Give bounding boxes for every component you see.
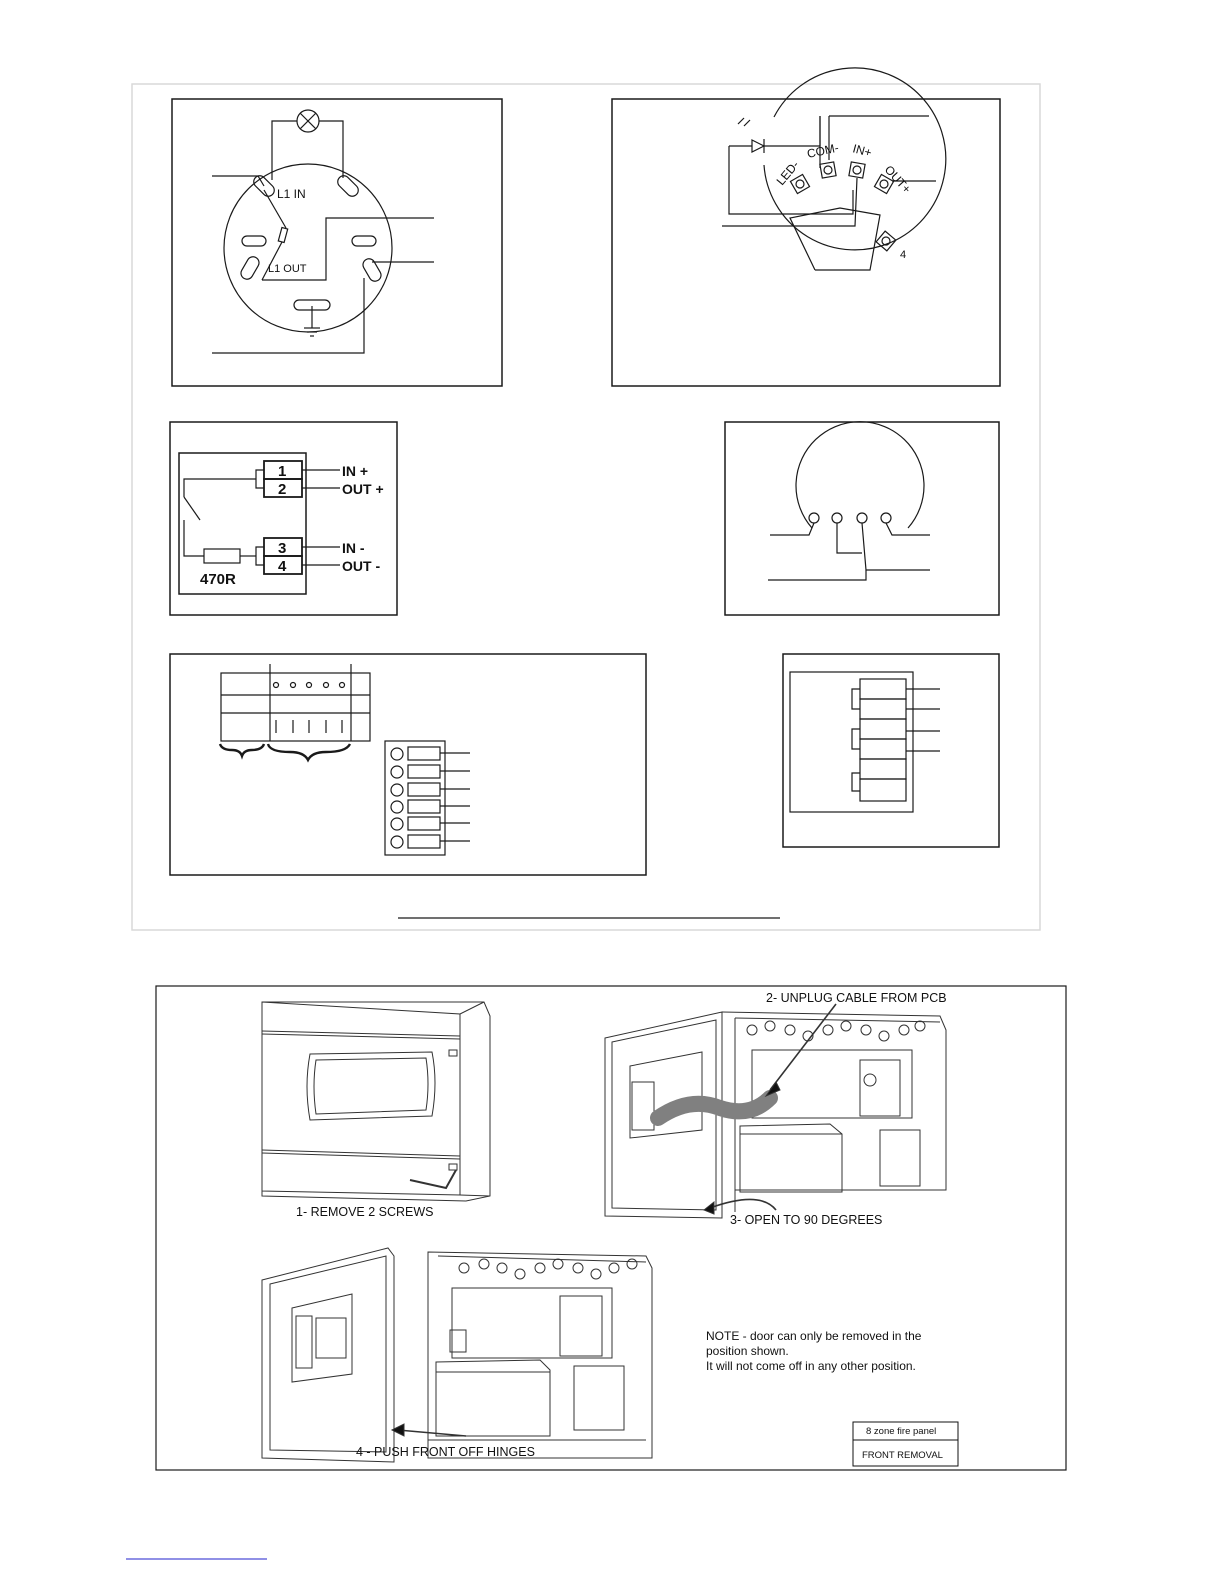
ribbon-cable	[658, 1098, 770, 1118]
note-line-1: NOTE - door can only be removed in the	[706, 1329, 922, 1343]
terminal-2-number: 2	[278, 481, 287, 498]
led-base-diagram	[612, 68, 1000, 386]
step-2-label: 2- UNPLUG CABLE FROM PCB	[766, 991, 947, 1005]
led-minus-label: LED-	[773, 157, 802, 188]
screw	[449, 1164, 457, 1170]
out-plus-label: OUT+	[881, 162, 914, 197]
l1-in-label: L1 IN	[277, 187, 306, 201]
resistor-label: 470R	[200, 571, 236, 588]
step-1-label: 1- REMOVE 2 SCREWS	[296, 1205, 434, 1219]
brace-right	[268, 744, 350, 760]
title-block-title: 8 zone fire panel	[866, 1426, 937, 1437]
terminal-3-number: 3	[278, 540, 287, 557]
module-terminal-diagram	[170, 654, 646, 875]
com-minus-label: COM-	[805, 140, 840, 161]
wiring-diagrams-section	[132, 68, 1040, 930]
terminal-4-label: 4	[900, 249, 907, 261]
in-plus-label: IN+	[851, 141, 874, 160]
door-removed-drawing	[262, 1248, 652, 1462]
out-plus-terminal-label: OUT +	[342, 481, 384, 497]
title-block-subtitle: FRONT REMOVAL	[862, 1450, 943, 1461]
detector-base-diagram	[172, 99, 502, 386]
step-3-label: 3- OPEN TO 90 DEGREES	[730, 1213, 883, 1227]
note-line-2: position shown.	[706, 1344, 789, 1358]
closed-panel-drawing	[262, 1002, 490, 1201]
led-terminal	[790, 162, 895, 251]
section-frame	[132, 84, 1040, 930]
resistor-symbol	[204, 549, 240, 563]
panel-display-window	[307, 1052, 435, 1120]
l1-out-label: L1 OUT	[268, 263, 307, 275]
lamp-icon	[297, 110, 319, 132]
note-line-3: It will not come off in any other position.	[706, 1359, 916, 1373]
in-minus-terminal-label: IN -	[342, 540, 365, 556]
step-4-label: 4 - PUSH FRONT OFF HINGES	[356, 1445, 535, 1459]
in-plus-terminal-label: IN +	[342, 463, 369, 479]
screw	[449, 1050, 457, 1056]
zone-terminal-diagram	[783, 654, 999, 847]
terminal-4-number: 4	[278, 558, 287, 575]
open-panel-drawing	[605, 1004, 946, 1218]
cable-gland-row	[747, 1021, 925, 1041]
terminal-1-number: 1	[278, 463, 287, 480]
cable-gland-row	[459, 1259, 637, 1279]
round-base-diagram	[725, 422, 999, 615]
led-icon	[738, 118, 764, 153]
out-minus-terminal-label: OUT -	[342, 558, 381, 574]
bottom-frame	[156, 986, 1066, 1470]
terminal-strip	[391, 747, 470, 848]
brace-left	[220, 744, 264, 756]
front-removal-section	[156, 986, 1066, 1470]
